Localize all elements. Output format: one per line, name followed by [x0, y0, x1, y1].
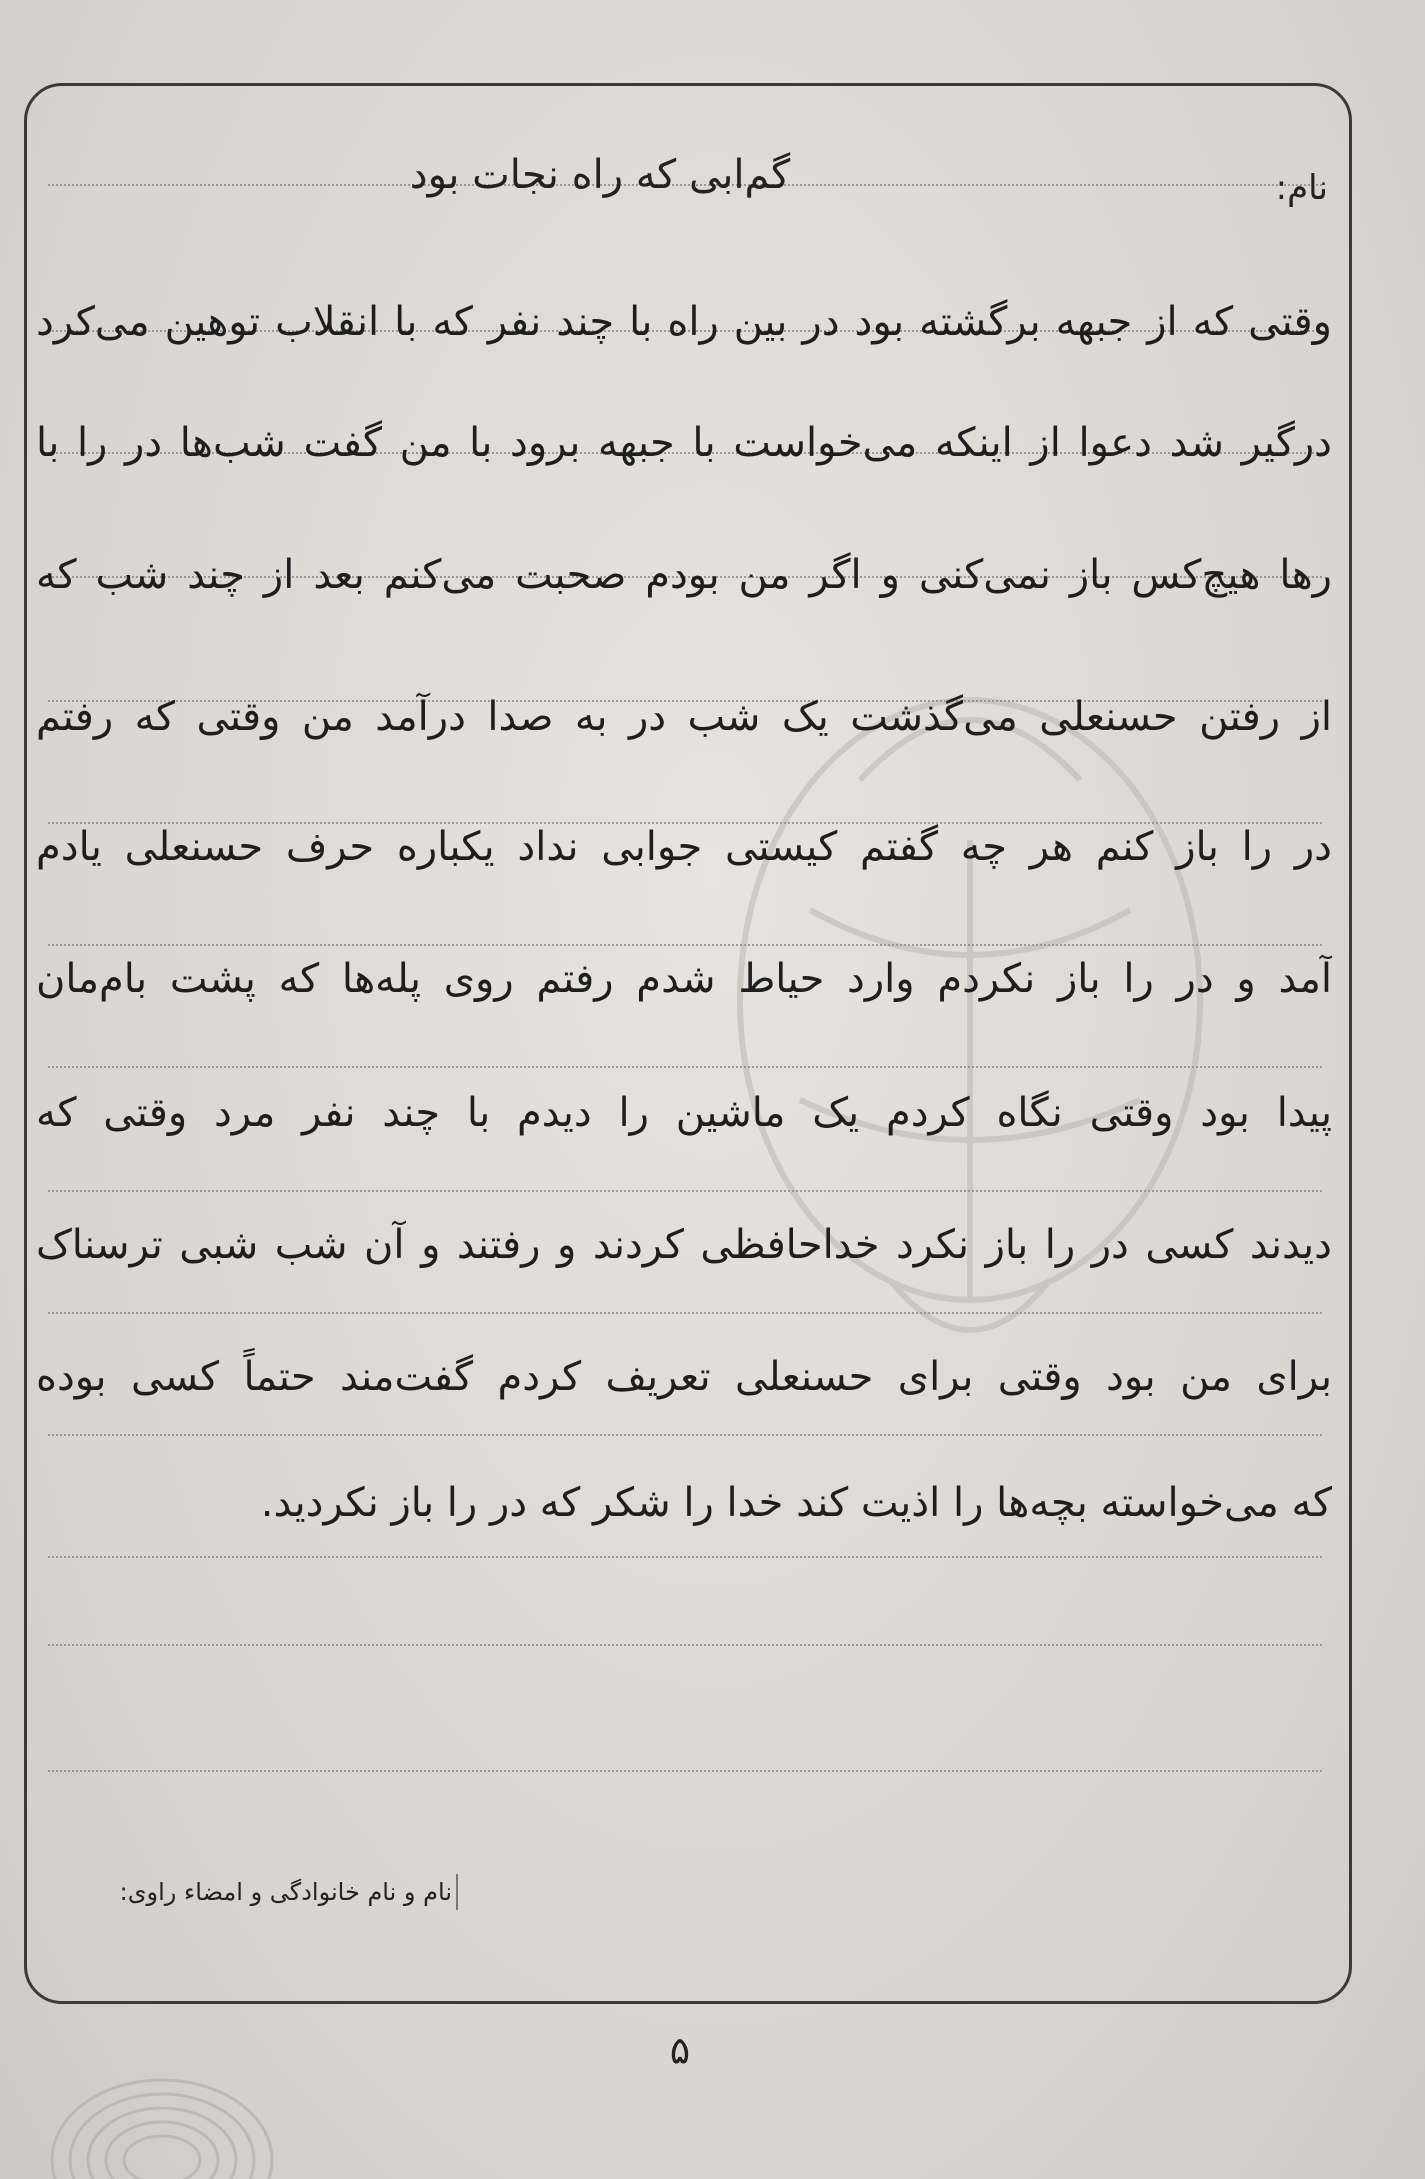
ruled-line [48, 1556, 1322, 1558]
ruled-line [48, 1434, 1322, 1436]
ruled-line [48, 1190, 1322, 1192]
ruled-line [48, 1066, 1322, 1068]
text-line-9: برای من بود وقتی برای حسنعلی تعریف کردم گفت‌مند حتماً کسی بوده [36, 1354, 1332, 1400]
page-frame [24, 83, 1352, 2004]
text-line-4: از رفتن حسنعلی می‌گذشت یک شب در به صدا درآمد من وقتی که رفتم [36, 694, 1332, 740]
subject-label: نام: [1275, 168, 1328, 208]
text-line-3: رها هیچ‌کس باز نمی‌کنی و اگر من بودم صحبت می‌کنم بعد از چند شب که [36, 552, 1332, 598]
ruled-line [48, 1644, 1322, 1646]
ruled-line [48, 1312, 1322, 1314]
text-line-1: وقتی که از جبهه برگشته بود در بین راه با چند نفر که با انقلاب توهین می‌کرد [36, 299, 1332, 345]
page-number: ۵ [669, 2028, 691, 2072]
text-line-10: که می‌خواسته بچه‌ها را اذیت کند خدا را شکر که در را باز نکردید. [260, 1480, 1332, 1526]
text-line-5: در را باز کنم هر چه گفتم کیستی جوابی نداد یکباره حرف حسنعلی یادم [36, 824, 1332, 870]
text-line-8: دیدند کسی در را باز نکرد خداحافظی کردند و رفتند و آن شب شبی ترسناک [36, 1222, 1332, 1268]
text-line-7: پیدا بود وقتی نگاه کردم یک ماشین را دیدم با چند نفر مرد وقتی که [36, 1090, 1332, 1136]
narrator-signature-label: نام و نام خانوادگی و امضاء راوی: [119, 1878, 452, 1906]
ruled-line [48, 1770, 1322, 1772]
text-line-6: آمد و در را باز نکردم وارد حیاط شدم رفتم روی پله‌ها که پشت بام‌مان [36, 956, 1332, 1002]
text-line-2: درگیر شد دعوا از اینکه می‌خواست با جبهه برود با من گفت شب‌ها در را با [36, 420, 1332, 466]
fingerprint-smudge [2, 2040, 282, 2179]
signature-tick [456, 1874, 458, 1910]
story-title: گم‌ابی که راه نجات بود [409, 152, 791, 198]
